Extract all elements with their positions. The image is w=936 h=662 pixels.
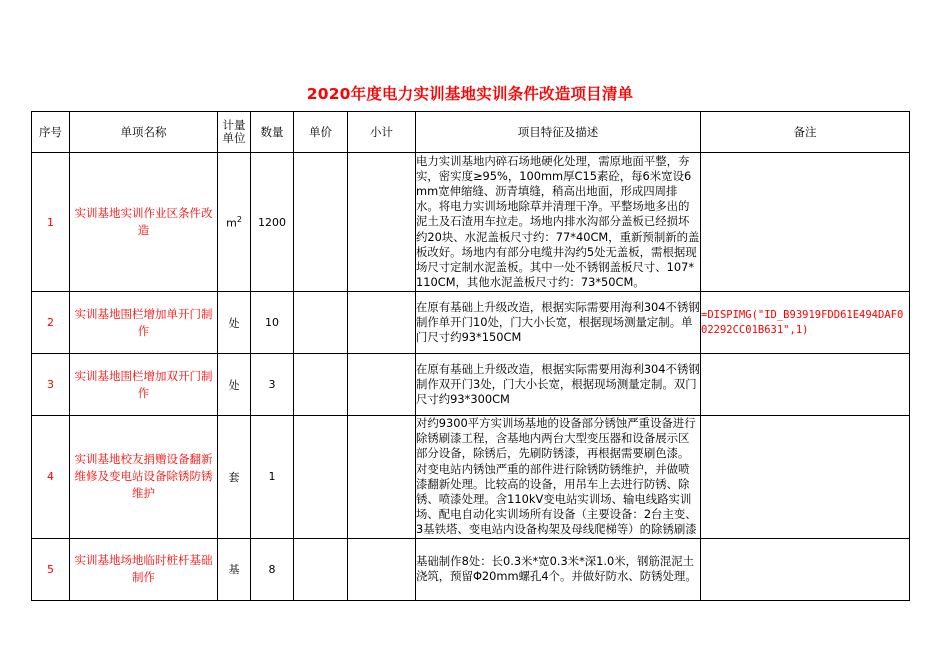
column-header-quantity: 数量 [251, 112, 294, 153]
cell-name[interactable]: 实训基地围栏增加双开门制作 [70, 354, 218, 416]
table-row[interactable] [32, 292, 910, 354]
cell-unit-price[interactable] [294, 292, 348, 354]
table-row[interactable] [32, 153, 910, 292]
cell-unit-superscript: 2 [236, 214, 242, 224]
cell-name[interactable]: 实训基地围栏增加单开门制作 [70, 292, 218, 354]
cell-subtotal[interactable] [348, 538, 416, 600]
cell-description[interactable]: 在原有基础上升级改造，根据实际需要用海利304不锈钢制作单开门10处，门大小长宽，根据现场测量定制。单门尺寸约93*150CM [416, 292, 701, 354]
cell-description[interactable]: 在原有基础上升级改造，根据实际需要用海利304不锈钢制作双开门3处，门大小长宽，根据现场测量定制。双门尺寸约93*300CM [416, 354, 701, 416]
cell-no[interactable]: 2 [32, 292, 70, 354]
cell-remark[interactable] [701, 354, 910, 416]
cell-unit[interactable] [218, 153, 251, 292]
cell-quantity[interactable]: 3 [251, 354, 294, 416]
cell-no[interactable]: 3 [32, 354, 70, 416]
column-header-unit-line1: 计量 [222, 118, 246, 132]
cell-no[interactable]: 1 [32, 153, 70, 292]
cell-description[interactable]: 电力实训基地内碎石场地硬化处理，需原地面平整，夯实，密实度≥95%，100mm厚C15素砼，每6米宽设6mm宽伸缩缝、沥青填缝，稍高出地面，形成四周排水。将电力实训场地除草并清理干净。平整场地多出的泥土及石渣用车拉走。场地内排水沟部分盖板已经损坏约20块、水泥盖板尺寸约：77*40CM，重新预制新的盖板改好。场地内有部分电缆井沟约5处无盖板，需根据现场尺寸定制水泥盖板。其中一处不锈钢盖板尺寸、107*110CM，其他水泥盖板尺寸约：73*50CM。 [416, 153, 701, 292]
column-header-name: 单项名称 [70, 112, 218, 153]
cell-quantity[interactable]: 8 [251, 538, 294, 600]
cell-description[interactable]: 基础制作8处：长0.3米*宽0.3米*深1.0米，钢筋混泥土浇筑，预留Φ20mm螺孔4个。并做好防水、防锈处理。 [416, 538, 701, 600]
table-row[interactable] [32, 354, 910, 416]
column-header-subtotal: 小计 [348, 112, 416, 153]
cell-unit[interactable]: 处 [218, 292, 251, 354]
project-list-table [31, 111, 910, 601]
cell-name[interactable]: 实训基地场地临时桩杆基础制作 [70, 538, 218, 600]
cell-description[interactable]: 对约9300平方实训场基地的设备部分锈蚀严重设备进行除锈刷漆工程，含基地内两台大型变压器和设备展示区部分设备，除锈后，先刷防锈漆，再根据需要刷色漆。对变电站内锈蚀严重的部件进行除锈防锈维护，并做喷漆翻新处理。比较高的设备，用吊车上去进行防锈、除锈、喷漆处理。含110kV变电站实训场、输电线路实训场、配电自动化实训场所有设备（主要设备：2台主变、3基铁塔、变电站内设备构架及母线爬梯等）的除锈刷漆 [416, 416, 701, 539]
column-header-unit-line2: 单位 [222, 131, 246, 145]
cell-remark[interactable] [701, 153, 910, 292]
cell-unit[interactable]: 处 [218, 354, 251, 416]
column-header-no: 序号 [32, 112, 70, 153]
cell-remark[interactable] [701, 538, 910, 600]
column-header-remark: 备注 [701, 112, 910, 153]
cell-quantity[interactable]: 1200 [251, 153, 294, 292]
cell-subtotal[interactable] [348, 292, 416, 354]
cell-quantity[interactable]: 1 [251, 416, 294, 539]
cell-quantity[interactable]: 10 [251, 292, 294, 354]
cell-subtotal[interactable] [348, 153, 416, 292]
cell-unit-text: m [226, 216, 237, 230]
column-header-unit-price: 单价 [294, 112, 348, 153]
cell-unit-price[interactable] [294, 153, 348, 292]
cell-name[interactable]: 实训基地实训作业区条件改造 [70, 153, 218, 292]
cell-name[interactable]: 实训基地校友捐赠设备翻新维修及变电站设备除锈防锈维护 [70, 416, 218, 539]
cell-no[interactable]: 4 [32, 416, 70, 539]
table-row[interactable] [32, 416, 910, 539]
cell-no[interactable]: 5 [32, 538, 70, 600]
cell-subtotal[interactable] [348, 416, 416, 539]
cell-remark[interactable] [701, 416, 910, 539]
cell-unit[interactable]: 基 [218, 538, 251, 600]
cell-unit-price[interactable] [294, 416, 348, 539]
cell-unit-price[interactable] [294, 354, 348, 416]
cell-subtotal[interactable] [348, 354, 416, 416]
column-header-unit [218, 112, 251, 153]
table-header-row [32, 112, 910, 153]
page-title: 2020年度电力实训基地实训条件改造项目清单 [306, 85, 634, 103]
cell-unit[interactable]: 套 [218, 416, 251, 539]
table-row[interactable] [32, 538, 910, 600]
cell-remark[interactable]: =DISPIMG("ID_B93919FDD61E494DAF002292CC01B631",1) [701, 292, 910, 354]
column-header-description: 项目特征及描述 [416, 112, 701, 153]
cell-unit-price[interactable] [294, 538, 348, 600]
